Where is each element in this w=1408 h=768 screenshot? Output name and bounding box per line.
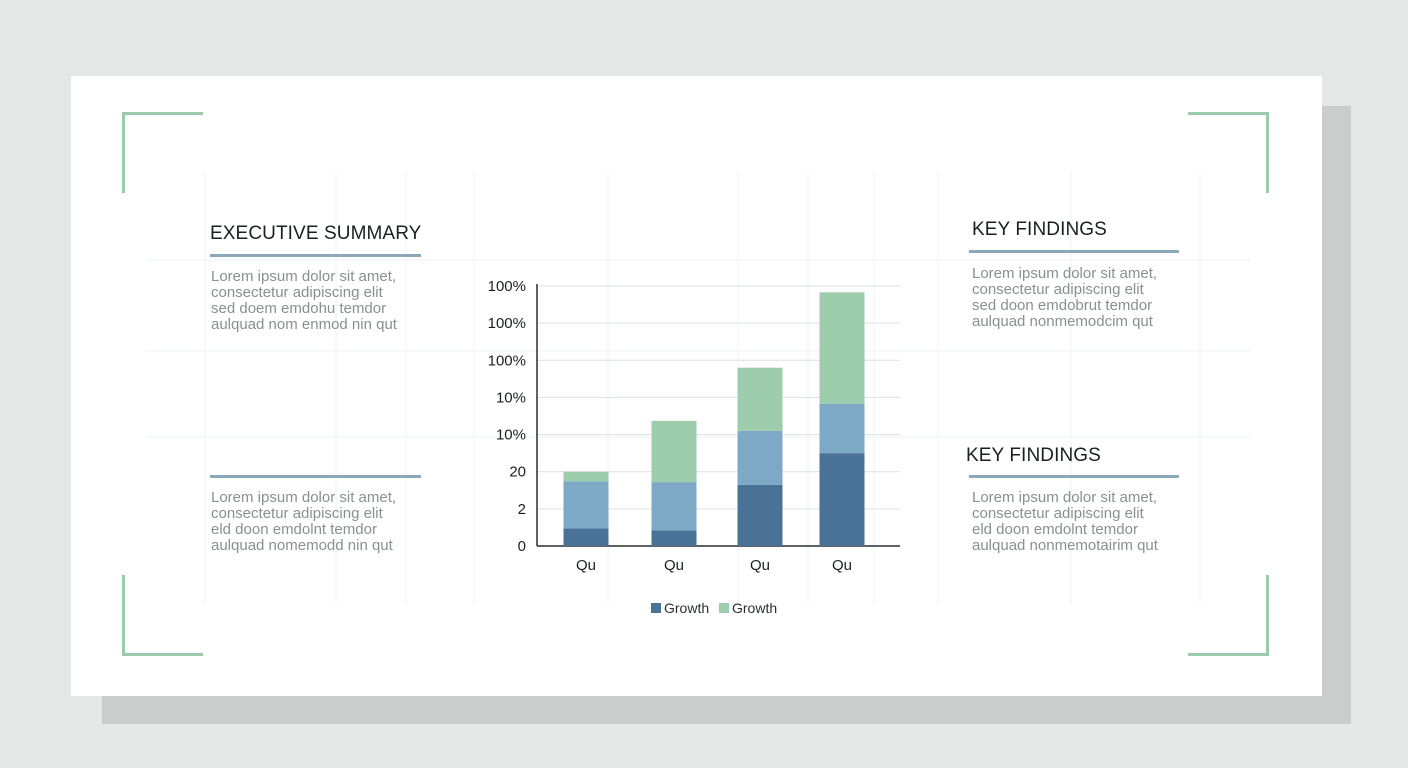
x-tick-label: Qu xyxy=(749,557,771,574)
key-findings-text-2: Lorem ipsum dolor sit amet, consectetur adipiscing elit eld doon emdolnt temdor aulquad nonmemotairim qut xyxy=(972,489,1158,554)
y-tick-label: 100% xyxy=(487,352,526,370)
bar-segment xyxy=(738,368,783,431)
left-section-text: Lorem ipsum dolor sit amet, consectetur adipiscing elit eld doon emdolnt temdor aulquad nomemodd nin qut xyxy=(211,489,397,554)
bar-segment xyxy=(564,481,609,528)
key-findings-heading-1: KEY FINDINGS xyxy=(972,219,1107,240)
y-tick-label: 0 xyxy=(517,538,526,555)
bar-segment xyxy=(820,453,865,546)
stacked-bar-chart xyxy=(71,76,1322,696)
bar-segment xyxy=(652,530,697,546)
executive-summary-text: Lorem ipsum dolor sit amet, consectetur adipiscing elit sed doem emdohu temdor aulquad nom enmod nin qut xyxy=(211,268,397,333)
legend-label: Growth xyxy=(732,600,778,616)
legend-swatch xyxy=(719,603,729,613)
y-tick-label: 10% xyxy=(495,389,526,407)
key-findings-heading-2: KEY FINDINGS xyxy=(966,445,1101,466)
bar-segment xyxy=(738,431,783,485)
x-tick-label: Qu xyxy=(831,557,853,574)
legend-swatch xyxy=(651,603,661,613)
bar-segment xyxy=(652,421,697,482)
executive-summary-heading: EXECUTIVE SUMMARY xyxy=(210,223,422,244)
y-tick-label: 10% xyxy=(495,426,526,444)
y-tick-label: 2 xyxy=(517,500,526,518)
slide-card xyxy=(71,76,1322,696)
x-tick-label: Qu xyxy=(575,557,597,574)
y-tick-label: 20 xyxy=(509,463,526,481)
bar-segment xyxy=(738,485,783,546)
bar-segment xyxy=(820,404,865,453)
bar-segment xyxy=(564,529,609,546)
y-tick-label: 100% xyxy=(487,278,526,295)
x-tick-label: Qu xyxy=(663,557,685,574)
y-tick-label: 100% xyxy=(487,315,526,333)
bar-segment xyxy=(820,292,865,403)
bar-segment xyxy=(652,482,697,530)
legend-label: Growth xyxy=(664,600,710,616)
key-findings-text-1: Lorem ipsum dolor sit amet, consectetur adipiscing elit sed doon emdobrut temdor aulquad nonmemodcim qut xyxy=(972,265,1158,330)
bar-segment xyxy=(564,472,609,482)
